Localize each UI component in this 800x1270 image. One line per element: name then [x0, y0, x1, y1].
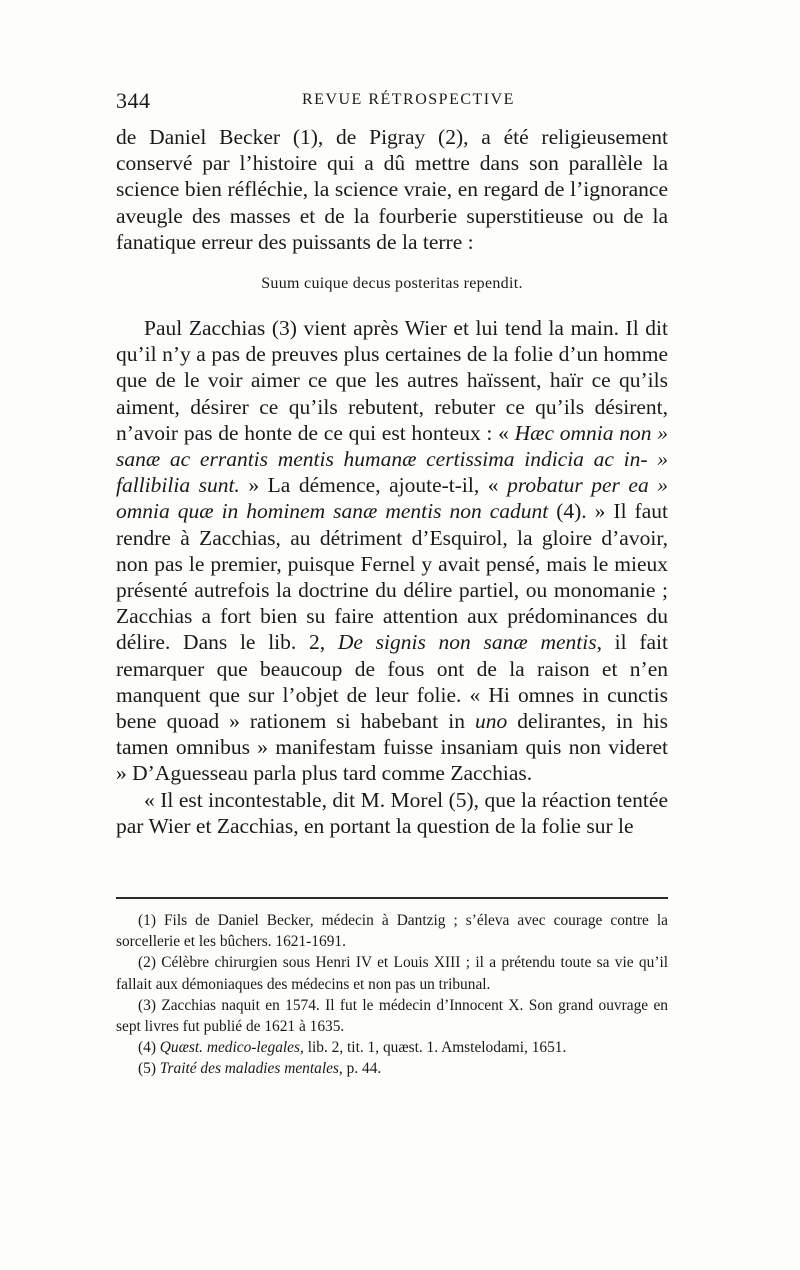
page-number: 344: [116, 88, 151, 113]
footnote-1: (1) Fils de Daniel Becker, médecin à Dantzig ; s’éleva avec courage contre la sorcellerie et les bûchers. 1621-1691.: [116, 912, 668, 951]
latin-quote: probatur per ea » omnia quæ in hominem sanæ mentis non cadunt: [116, 473, 668, 524]
book-title: Traité des maladies mentales: [159, 1060, 339, 1078]
footnote-5: [116, 1058, 668, 1079]
running-title: REVUE RÉTROSPECTIVE: [302, 91, 515, 108]
text-run: , il fait remarquer que beaucoup de fous ont de la raison et n’en manquent que sur l’objet de leur folie. « Hi omnes in cunctis bene quoad » rationem si habebant in: [116, 630, 668, 734]
running-head: [116, 88, 676, 116]
text-run: delirantes, in his tamen omnibus » manifestam fuisse insaniam quis non videret » D’Aguesseau parla plus tard comme Zacchias.: [116, 709, 669, 786]
paragraph-continuation: de Daniel Becker (1), de Pigray (2), a été religieusement conservé par l’histoire qui a dû mettre dans son parallèle la science bien réfléchie, la science vraie, en regard de l’ignorance aveugle des masses et de la fourberie superstitieuse ou de la fanatique erreur des puissants de la terre :: [116, 125, 668, 254]
footnote-4: [116, 1037, 668, 1058]
text-run: Paul Zacchias (3) vient après Wier et lui tend la main. Il dit qu’il n’y a pas de preuves plus certaines de la folie d’un homme que de le voir aimer ce que les autres haïssent, haïr ce qu’ils aiment, désirer ce qu’ils rebutent, rebuter ce qu’ils désirent, n’avoir pas de honte de ce qui est honteux : «: [116, 316, 668, 445]
body-text: [116, 124, 668, 839]
footnote-text: , lib. 2, tit. 1, quæst. 1. Amstelodami, 1651.: [300, 1039, 567, 1057]
book-title: Quæst. medico-legales: [159, 1039, 300, 1057]
footnotes: [116, 910, 668, 1080]
latin-word: uno: [474, 709, 508, 734]
text-run: » La démence, ajoute-t-il, «: [239, 473, 508, 498]
footnote-number: (5): [138, 1060, 160, 1078]
paragraph-zacchias: [116, 315, 668, 787]
paragraph-morel: « Il est incontestable, dit M. Morel (5), que la réaction tentée par Wier et Zacchias, en portant la question de la folie sur le: [116, 787, 668, 838]
footnote-3: (3) Zacchias naquit en 1574. Il fut le médecin d’Innocent X. Son grand ouvrage en sept livres fut publié de 1621 à 1635.: [116, 996, 668, 1036]
footnote-number: (4): [138, 1039, 160, 1057]
book-title: De signis non sanæ mentis: [337, 630, 597, 655]
latin-quote: Hæc omnia non » sanæ ac errantis mentis humanæ certissima indicia ac in- » fallibilia sunt.: [116, 420, 668, 498]
text-run: (4). » Il faut rendre à Zacchias, au détriment d’Esquirol, la gloire d’avoir, non pas le premier, puisque Fernel y avait pensé, mais le mieux présenté autrefois la doctrine du délire partiel, ou monomanie ; Zacchias a fort bien su faire attention aux prédominances du délire. Dans le lib. 2,: [116, 499, 668, 655]
latin-motto: Suum cuique decus posteritas rependit.: [261, 275, 523, 293]
footnote-text: , p. 44.: [338, 1060, 382, 1078]
footnote-rule: [116, 897, 668, 899]
footnote-2: (2) Célèbre chirurgien sous Henri IV et Louis XIII ; il a prétendu toute sa vie qu’il fallait aux démoniaques des médecins et non pas un tribunal.: [116, 954, 668, 993]
